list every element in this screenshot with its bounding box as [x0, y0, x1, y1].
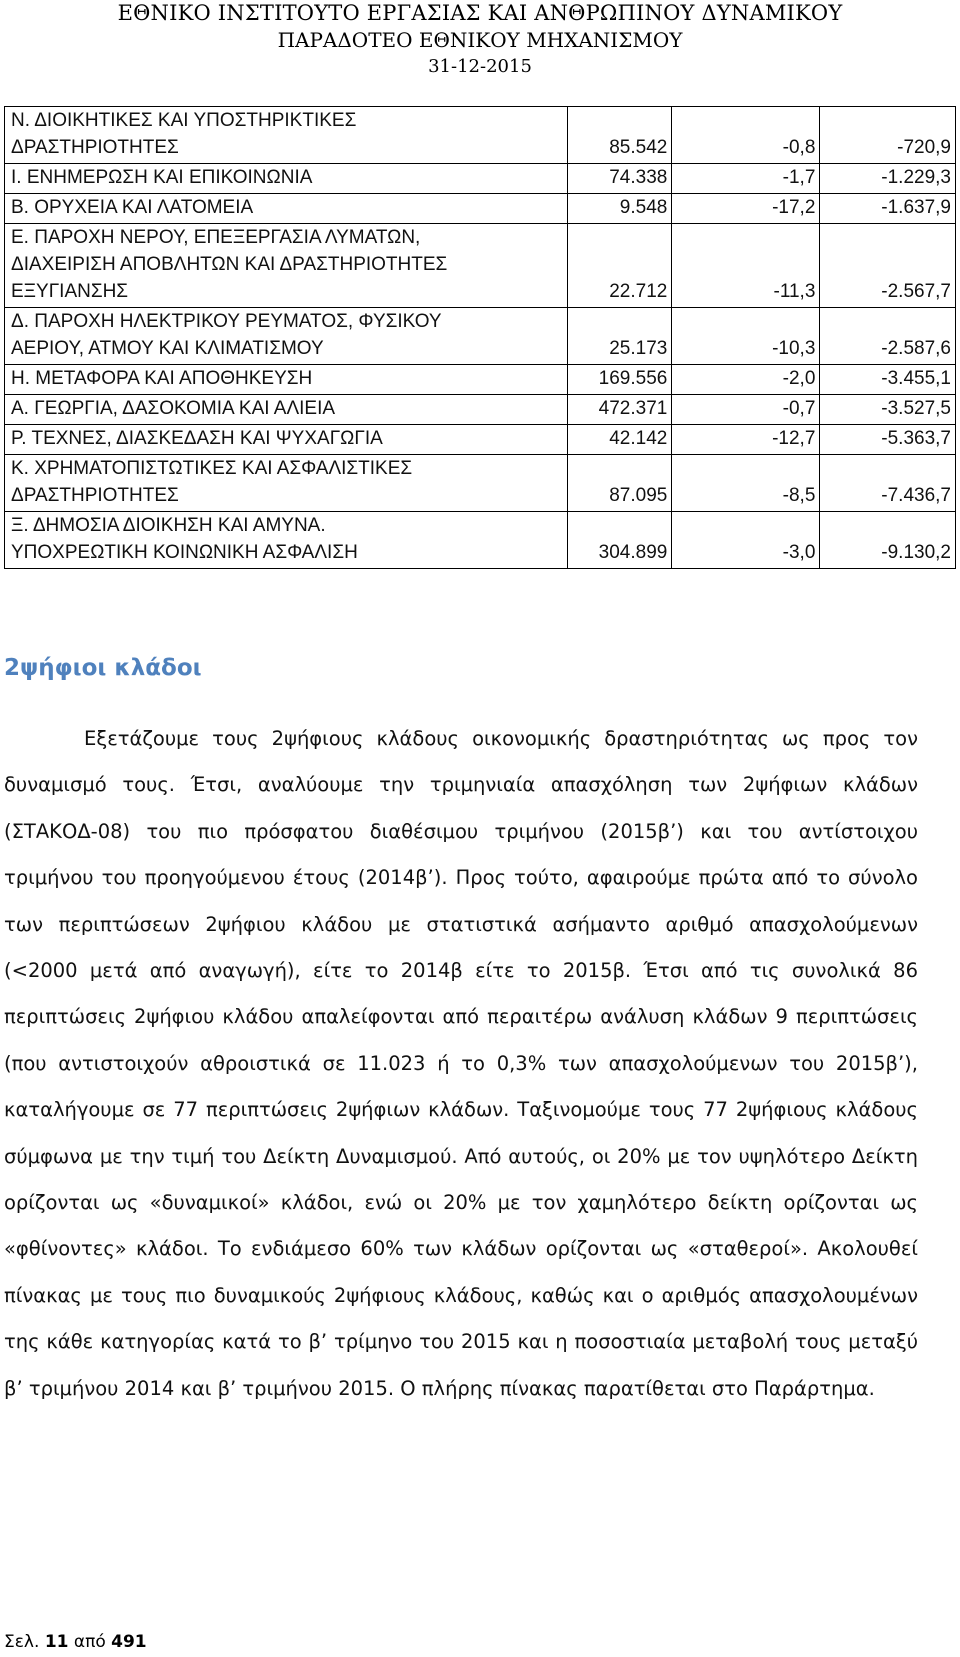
- body-paragraph: Εξετάζουμε τους 2ψήφιους κλάδους οικονομικής δραστηριότητας ως προς τον δυναμισμό τους. Έτσι, αναλύουμε την τριμηνιαία απασχόληση των 2ψήφιων κλάδων (ΣΤΑΚΟΔ-08) του πιο πρόσφατου διαθέσιμου τριμήνου (2015β’) και του αντίστοιχου τριμήνου του προηγούμενου έτους (2014β’). Προς τούτο, αφαιρούμε πρώτα από το σύνολο των περιπτώσεων 2ψήφιου κλάδου με στατιστικά ασήμαντο αριθμό απασχολούμενων (<2000 μετά από αναγωγή), είτε το 2014β είτε το 2015β. Έτσι από τις συνολικά 86 περιπτώσεις 2ψήφιου κλάδου απαλείφονται από περαιτέρω ανάλυση κλάδων 9 περιπτώσεις (που αντιστοιχούν αθροιστικά σε 11.023 ή το 0,3% των απασχολούμενων του 2015β’), καταλήγουμε σε 77 περιπτώσεις 2ψήφιων κλάδων. Ταξινομούμε τους 77 2ψήφιους κλάδους σύμφωνα με την τιμή του Δείκτη Δυναμισμού. Από αυτούς, οι 20% με τον υψηλότερο Δείκτη ορίζονται ως «δυναμικοί» κλάδοι, ενώ οι 20% με τον χαμηλότερο δείκτη ορίζονται ως «φθίνοντες» κλάδοι. Το ενδιάμεσο 60% των κλάδων ορίζονται ως «σταθεροί». Ακολουθεί πίνακας με τους πιο δυναμικούς 2ψήφιους κλάδους, καθώς και ο αριθμός απασχολουμένων της κάθε κατηγορίας κατά το β’ τρίμηνο του 2015 και η ποσοστιαία μεταβολή τους μεταξύ β’ τριμήνου 2014 και β’ τριμήνου 2015. Ο πλήρης πίνακας παρατίθεται στο Παράρτημα.: [4, 727, 918, 1400]
- sector-table-body: [5, 107, 956, 569]
- footer-prefix: Σελ.: [4, 1632, 40, 1652]
- sector-name-cell: [5, 425, 568, 455]
- percent-change-cell: -0,8: [672, 107, 820, 164]
- table-row: [5, 194, 956, 224]
- sector-name-line: ΔΙΑΧΕΙΡΙΣΗ ΑΠΟΒΛΗΤΩΝ ΚΑΙ ΔΡΑΣΤΗΡΙΟΤΗΤΕΣ: [11, 254, 448, 275]
- header-institute: ΕΘΝΙΚΟ ΙΝΣΤΙΤΟΥΤΟ ΕΡΓΑΣΙΑΣ ΚΑΙ ΑΝΘΡΩΠΙΝΟΥ ΔΥΝΑΜΙΚΟΥ: [117, 1, 843, 25]
- sector-name-line: ΔΡΑΣΤΗΡΙΟΤΗΤΕΣ: [11, 137, 179, 158]
- percent-change-cell: -3,0: [672, 512, 820, 569]
- table-row: [5, 107, 956, 164]
- employment-cell: 472.371: [568, 395, 672, 425]
- employment-cell: 74.338: [568, 164, 672, 194]
- sector-name-line: Ε. ΠΑΡΟΧΗ ΝΕΡΟΥ, ΕΠΕΞΕΡΓΑΣΙΑ ΛΥΜΑΤΩΝ,: [11, 227, 421, 248]
- table-row: [5, 308, 956, 365]
- sector-name-cell: [5, 107, 568, 164]
- percent-change-cell: -17,2: [672, 194, 820, 224]
- sector-name-cell: [5, 395, 568, 425]
- sector-table: [4, 106, 956, 569]
- sector-name-line: ΕΞΥΓΙΑΝΣΗΣ: [11, 281, 129, 302]
- sector-name-line: Δ. ΠΑΡΟΧΗ ΗΛΕΚΤΡΙΚΟΥ ΡΕΥΜΑΤΟΣ, ΦΥΣΙΚΟΥ: [11, 311, 442, 332]
- sector-name-cell: [5, 224, 568, 308]
- sector-name-line: ΥΠΟΧΡΕΩΤΙΚΗ ΚΟΙΝΩΝΙΚΗ ΑΣΦΑΛΙΣΗ: [11, 542, 358, 563]
- sector-name-line: Ν. ΔΙΟΙΚΗΤΙΚΕΣ ΚΑΙ ΥΠΟΣΤΗΡΙΚΤΙΚΕΣ: [11, 110, 357, 131]
- employment-cell: 25.173: [568, 308, 672, 365]
- footer-of: από: [73, 1632, 106, 1652]
- sector-name-cell: [5, 194, 568, 224]
- sector-name-line: Η. ΜΕΤΑΦΟΡΑ ΚΑΙ ΑΠΟΘΗΚΕΥΣΗ: [11, 368, 313, 389]
- footer-page: 11: [44, 1632, 69, 1652]
- sector-name-cell: [5, 455, 568, 512]
- absolute-change-cell: -2.567,7: [820, 224, 956, 308]
- table-row: [5, 395, 956, 425]
- footer-total: 491: [111, 1632, 147, 1652]
- percent-change-cell: -2,0: [672, 365, 820, 395]
- absolute-change-cell: -7.436,7: [820, 455, 956, 512]
- absolute-change-cell: -3.455,1: [820, 365, 956, 395]
- sector-name-line: Κ. ΧΡΗΜΑΤΟΠΙΣΤΩΤΙΚΕΣ ΚΑΙ ΑΣΦΑΛΙΣΤΙΚΕΣ: [11, 458, 413, 479]
- employment-cell: 85.542: [568, 107, 672, 164]
- absolute-change-cell: -2.587,6: [820, 308, 956, 365]
- percent-change-cell: -10,3: [672, 308, 820, 365]
- sector-name-line: ΑΕΡΙΟΥ, ΑΤΜΟΥ ΚΑΙ ΚΛΙΜΑΤΙΣΜΟΥ: [11, 338, 324, 359]
- header-deliverable: ΠΑΡΑΔΟΤΕΟ ΕΘΝΙΚΟΥ ΜΗΧΑΝΙΣΜΟΥ: [277, 28, 683, 52]
- sector-name-cell: [5, 164, 568, 194]
- absolute-change-cell: -1.637,9: [820, 194, 956, 224]
- sector-name-line: Ρ. ΤΕΧΝΕΣ, ΔΙΑΣΚΕΔΑΣΗ ΚΑΙ ΨΥΧΑΓΩΓΙΑ: [11, 428, 383, 449]
- table-row: [5, 164, 956, 194]
- percent-change-cell: -11,3: [672, 224, 820, 308]
- absolute-change-cell: -9.130,2: [820, 512, 956, 569]
- absolute-change-cell: -1.229,3: [820, 164, 956, 194]
- percent-change-cell: -0,7: [672, 395, 820, 425]
- page-footer: [4, 1630, 147, 1654]
- sector-name-cell: [5, 365, 568, 395]
- table-row: [5, 425, 956, 455]
- sector-name-line: Β. ΟΡΥΧΕΙΑ ΚΑΙ ΛΑΤΟΜΕΙΑ: [11, 197, 254, 218]
- absolute-change-cell: -720,9: [820, 107, 956, 164]
- section-title: 2ψήφιοι κλάδοι: [4, 655, 202, 681]
- absolute-change-cell: -3.527,5: [820, 395, 956, 425]
- employment-cell: 304.899: [568, 512, 672, 569]
- percent-change-cell: -1,7: [672, 164, 820, 194]
- header-date: 31-12-2015: [428, 56, 532, 77]
- employment-cell: 169.556: [568, 365, 672, 395]
- table-row: [5, 512, 956, 569]
- employment-cell: 22.712: [568, 224, 672, 308]
- sector-name-line: ΔΡΑΣΤΗΡΙΟΤΗΤΕΣ: [11, 485, 179, 506]
- employment-cell: 87.095: [568, 455, 672, 512]
- sector-name-line: Ξ. ΔΗΜΟΣΙΑ ΔΙΟΙΚΗΣΗ ΚΑΙ ΑΜΥΝΑ.: [11, 515, 326, 536]
- table-row: [5, 224, 956, 308]
- sector-name-line: Ι. ΕΝΗΜΕΡΩΣΗ ΚΑΙ ΕΠΙΚΟΙΝΩΝΙΑ: [11, 167, 313, 188]
- table-row: [5, 365, 956, 395]
- sector-name-cell: [5, 308, 568, 365]
- percent-change-cell: -8,5: [672, 455, 820, 512]
- percent-change-cell: -12,7: [672, 425, 820, 455]
- table-row: [5, 455, 956, 512]
- sector-name-cell: [5, 512, 568, 569]
- sector-name-line: Α. ΓΕΩΡΓΙΑ, ΔΑΣΟΚΟΜΙΑ ΚΑΙ ΑΛΙΕΙΑ: [11, 398, 336, 419]
- employment-cell: 9.548: [568, 194, 672, 224]
- absolute-change-cell: -5.363,7: [820, 425, 956, 455]
- employment-cell: 42.142: [568, 425, 672, 455]
